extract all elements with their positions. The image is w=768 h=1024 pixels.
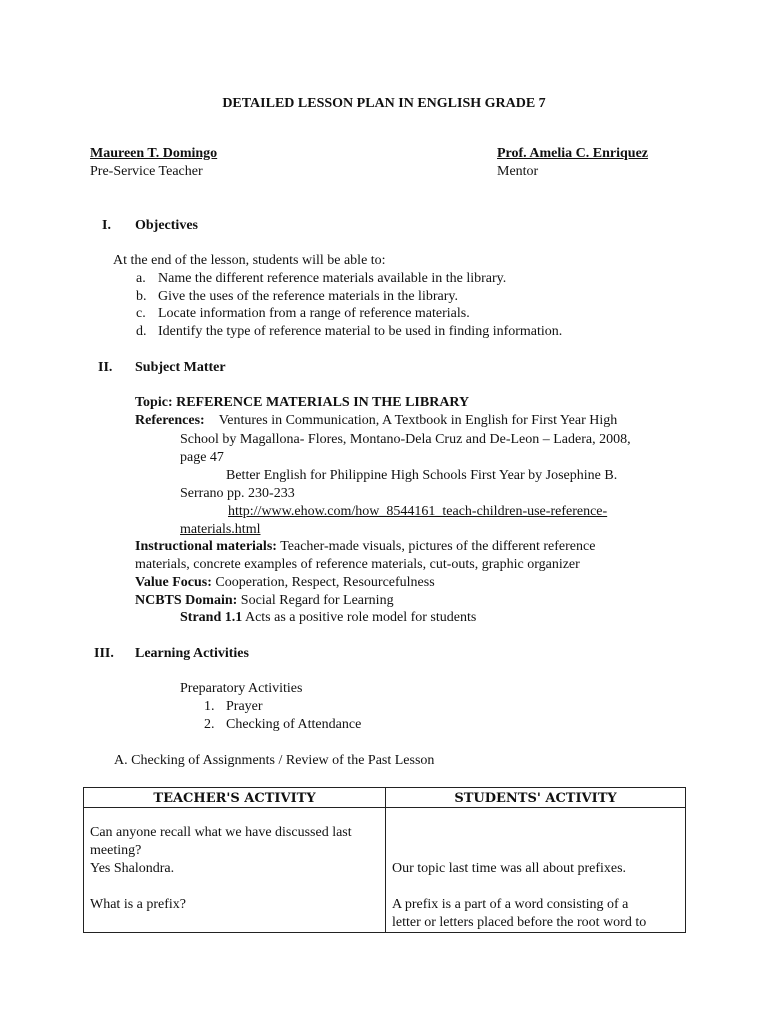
- teacher-line: Can anyone recall what we have discussed last: [90, 825, 352, 840]
- topic-label: Topic:: [135, 395, 173, 410]
- value-focus-value: Cooperation, Respect, Resourcefulness: [215, 575, 435, 590]
- student-line: Our topic last time was all about prefixes.: [392, 861, 627, 876]
- instructional-value-1: Teacher-made visuals, pictures of the different reference: [280, 539, 596, 554]
- learning-heading: Learning Activities: [135, 646, 249, 661]
- reference-1-line-1: Ventures in Communication, A Textbook in English for First Year High: [218, 413, 618, 428]
- instructional-materials-line: [135, 538, 595, 555]
- objectives-heading: Objectives: [135, 218, 198, 233]
- subject-heading: Subject Matter: [135, 360, 226, 375]
- mentor-name: Prof. Amelia C. Enriquez: [497, 146, 649, 161]
- objective-item-a: Name the different reference materials available in the library.: [158, 271, 507, 286]
- objective-item-b: Give the uses of the reference materials in the library.: [158, 289, 458, 304]
- preparatory-heading: Preparatory Activities: [180, 681, 303, 696]
- strand-value: Acts as a positive role model for students: [244, 610, 477, 625]
- reference-link-line-1[interactable]: http://www.ehow.com/how_8544161_teach-children-use-reference-: [228, 504, 608, 519]
- references-label: References:: [135, 413, 205, 428]
- reference-2-line-2: Serrano pp. 230-233: [180, 486, 295, 501]
- teacher-line: What is a prefix?: [90, 897, 187, 912]
- ncbts-label: NCBTS Domain:: [135, 593, 238, 608]
- objective-item-d: Identify the type of reference material to be used in finding information.: [158, 324, 563, 339]
- teacher-activity-header: TEACHER'S ACTIVITY: [84, 788, 386, 808]
- strand-line: [180, 609, 476, 626]
- objective-mark-b: b.: [136, 289, 147, 304]
- value-focus-line: [135, 574, 435, 591]
- activity-table: [83, 787, 686, 933]
- instructional-value-2: materials, concrete examples of reference materials, cut-outs, graphic organizer: [135, 557, 580, 572]
- students-activity-header: STUDENTS' ACTIVITY: [386, 788, 686, 808]
- teacher-line: meeting?: [90, 843, 142, 858]
- document-title: DETAILED LESSON PLAN IN ENGLISH GRADE 7: [222, 96, 546, 111]
- ncbts-value: Social Regard for Learning: [240, 593, 394, 608]
- objective-mark-d: d.: [136, 324, 147, 339]
- mentor-role: Mentor: [497, 164, 539, 179]
- reference-1-line-3: page 47: [180, 450, 224, 465]
- section-a-heading: A. Checking of Assignments / Review of the Past Lesson: [114, 753, 435, 768]
- prep-item-attendance: Checking of Attendance: [226, 717, 362, 732]
- objectives-intro: At the end of the lesson, students will be able to:: [113, 253, 386, 268]
- table-row: [84, 808, 686, 933]
- references-line: [135, 412, 617, 429]
- prep-mark-2: 2.: [204, 717, 215, 732]
- teacher-activity-cell: [84, 808, 386, 933]
- reference-link-line-2[interactable]: materials.html: [180, 522, 261, 537]
- value-focus-label: Value Focus:: [135, 575, 212, 590]
- ncbts-line: [135, 592, 394, 609]
- instructional-label: Instructional materials:: [135, 539, 277, 554]
- student-line: A prefix is a part of a word consisting of a: [392, 897, 629, 912]
- prep-item-prayer: Prayer: [226, 699, 263, 714]
- students-activity-cell: [386, 808, 686, 933]
- objective-mark-a: a.: [136, 271, 146, 286]
- objectives-numeral: I.: [102, 218, 111, 233]
- topic-line: [135, 394, 469, 411]
- teacher-name: Maureen T. Domingo: [90, 146, 218, 161]
- objective-item-c: Locate information from a range of reference materials.: [158, 306, 470, 321]
- reference-2-line-1: Better English for Philippine High Schools First Year by Josephine B.: [226, 468, 618, 483]
- topic-value: REFERENCE MATERIALS IN THE LIBRARY: [176, 395, 470, 410]
- subject-numeral: II.: [98, 360, 113, 375]
- teacher-role: Pre-Service Teacher: [90, 164, 203, 179]
- prep-mark-1: 1.: [204, 699, 215, 714]
- learning-numeral: III.: [94, 646, 114, 661]
- strand-label: Strand 1.1: [180, 610, 243, 625]
- reference-1-line-2: School by Magallona- Flores, Montano-Dela Cruz and De-Leon – Ladera, 2008,: [180, 432, 631, 447]
- objective-mark-c: c.: [136, 306, 146, 321]
- student-line: letter or letters placed before the root word to: [392, 915, 647, 930]
- table-header-row: [84, 788, 686, 808]
- teacher-line: Yes Shalondra.: [90, 861, 175, 876]
